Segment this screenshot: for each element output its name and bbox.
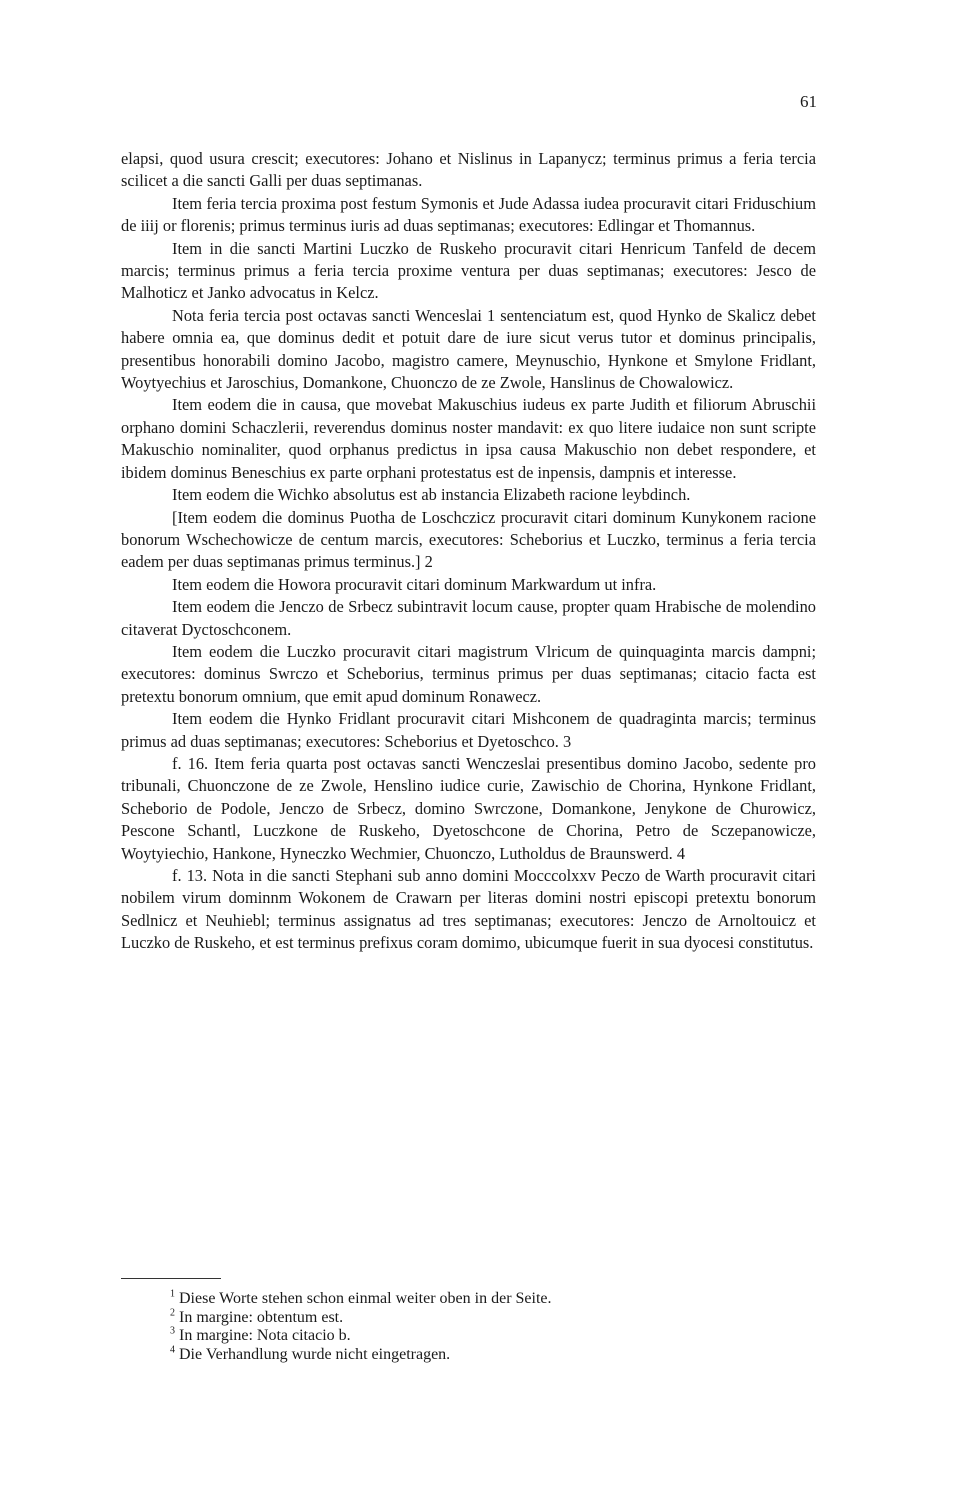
footnote-mark: 3 [170,1325,175,1337]
paragraph: f. 16. Item feria quarta post octavas sancti Wenczeslai presentibus domino Jacobo, sedente pro tribunali, Chuonczone de ze Zwole, Henslino iudice curie, Zawischio de Chorina, Hynkone Fridlant, Scheborio de Podole, Jenczo de Srbecz, domino Swrczone, Domankone, Jenykone de Churowicz, Pescone Schantl, Luczkone de Ruskeho, Dyetoschcone de Chorina, Petro de Sczepanowicze, Woytyiechio, Hankone, Hyneczko Wechmier, Chuonczo, Lutholdus de Braunswerd. 4 [121,753,816,863]
footnote-text: In margine: obtentum est. [179,1308,344,1326]
page-number: 61 [800,92,817,111]
paragraph: Item eodem die Wichko absolutus est ab instancia Elizabeth racione leybdinch. [172,485,691,505]
paragraph: Item feria tercia proxima post festum Symonis et Jude Adassa iudea procuravit citari Friduschium de iiij or florenis; primus terminus iuris ad duas septimanas; executores: Edlingar et Thomannus. [121,193,816,236]
paragraph: Item eodem die Luczko procuravit citari magistrum Vlricum de quinquaginta marcis dampni; executores: dominus Swrczo et Scheborius, terminus primus per duas septimanas; citacio facta est pretextu bonorum omnium, que emit apud dominum Ronawecz. [121,641,816,706]
footnote-mark: 2 [170,1307,175,1319]
paragraph: [Item eodem die dominus Puotha de Loschczicz procuravit citari dominum Kunykonem racione bonorum Wschechowicze de centum marcis, executores: Scheborius et Luczko, terminus a feria tercia eadem per duas septimanas primus terminus.] 2 [121,507,816,572]
footnote [170,1327,552,1346]
paragraph: Item eodem die Hynko Fridlant procuravit citari Mishconem de quadraginta marcis; terminus primus ad duas septimanas; executores: Scheborius et Dyetoschco. 3 [121,709,816,751]
footnote [170,1309,552,1328]
paragraph: elapsi, quod usura crescit; executores: Johano et Nislinus in Lapanycz; terminus primus a feria tercia scilicet a die sancti Galli per duas septimanas. [121,149,816,191]
footnote [170,1346,552,1365]
paragraph: Item eodem die in causa, que movebat Makuschius iudeus ex parte Judith et filiorum Abruschii orphano domini Schaczlerii, reverendus dominus noster mandavit: ex quo litere iudaice non sunt scripte Makuschio nominaliter, quod orphanus predictus in ipsa causa Makuschio non debet respondere, et ibidem dominus Beneschius ex parte orphani protestatus est de inpensis, dampnis et interesse. [121,395,816,482]
footnotes [170,1290,552,1364]
footnote-rule [121,1278,221,1279]
paragraph: Item eodem die Jenczo de Srbecz subintravit locum cause, propter quam Hrabische de molendino citaverat Dyctoschconem. [121,597,816,639]
footnote-text: Diese Worte stehen schon einmal weiter oben in der Seite. [179,1290,552,1307]
footnote [170,1290,552,1309]
paragraph: Nota feria tercia post octavas sancti Wenceslai 1 sentenciatum est, quod Hynko de Skalicz debet habere omnia ea, que dominus dedit et potuit dare de iure sicut verus tutor et dominus principalis, presentibus honorabili domino Jacobo, magistro camere, Meynuschio, Hynkone et Smylone Fridlant, Woytyechius et Jaroschius, Domankone, Chuonczo de ze Zwole, Hanslinus de Chowalowicz. [121,305,816,393]
footnote-text: In margine: Nota citacio b. [179,1327,351,1344]
paragraph: Item in die sancti Martini Luczko de Ruskeho procuravit citari Henricum Tanfeld de decem marcis; terminus primus a feria tercia proxime ventura per duas septimanas; executores: Jesco de Malhoticz et Janko advocatus in Kelcz. [121,238,816,303]
footnote-text: Die Verhandlung wurde nicht eingetragen. [179,1345,451,1363]
footnote-mark: 4 [170,1344,175,1356]
footnote-mark: 1 [170,1288,175,1300]
body-text [121,148,816,955]
paragraph: f. 13. Nota in die sancti Stephani sub anno domini Mocccolxxv Peczo de Warth procuravit citari nobilem virum dominnm Wokonem de Crawarn per literas domini nostri episcopi pretextu bonorum Sedlnicz et Neuhiebl; terminus assignatus ad tres septimanas; executores: Jenczo de Arnoltouicz et Luczko de Ruskeho, et est terminus prefixus coram domimo, ubicumque fuerit in sua dyocesi constitutus. [121,866,816,953]
paragraph: Item eodem die Howora procuravit citari dominum Markwardum ut infra. [172,574,657,594]
